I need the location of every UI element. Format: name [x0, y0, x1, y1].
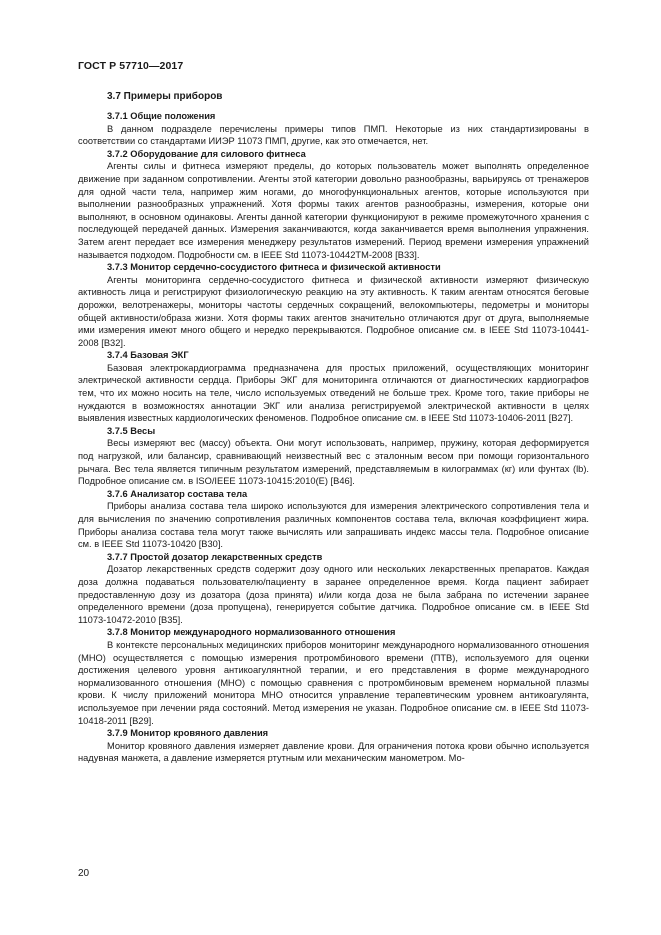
subsection-heading: 3.7.6 Анализатор состава тела — [107, 488, 248, 499]
section-title: 3.7 Примеры приборов — [107, 91, 223, 102]
subsection — [78, 551, 589, 627]
subsection — [78, 727, 589, 765]
paragraph: Приборы анализа состава тела широко используются для измерения электрического сопротивления тела и для вычисления по значению сопротивления различных компонентов состава тела, включая коэффициент жира. Приборы анализа состава тела могут также вычислять или запрашивать индекс массы тела. Подробное описание см. в IEEE Std 11073-10420 [B30]. — [78, 501, 589, 550]
subsection — [78, 488, 589, 551]
paragraph: В данном подразделе перечислены примеры типов ПМП. Некоторые из них стандартизированы в соответствии со стандартами ИИЭР 11073 ПМП, другие, как это отмечается, нет. — [78, 123, 589, 147]
paragraph: Монитор кровяного давления измеряет давление крови. Для ограничения потока крови обычно используется надувная манжета, а давление измеряется ртутным или механическим манометром. Мо- — [78, 740, 589, 764]
paragraph: Весы измеряют вес (массу) объекта. Они могут использовать, например, пружину, которая деформируется под нагрузкой, или балансир, сравнивающий неизвестный вес с эталонным весом при помощи горизонтального рычага. Вес тела является типичным результатом измерений, представляемым в килограммах (кг) или фунтах (lb). Подробное описание см. в ISO/IEEE 11073-10415:2010(E) [B46]. — [78, 438, 589, 487]
paragraph: В контексте персональных медицинских приборов мониторинг международного нормализованного отношения (МНО) осуществляется с помощью измерения протромбинового времени (ПТВ), используемого для оценки достижения целевого уровня антикоагулянтной терапии, и его представления в форме международного нормализованного отношения (МНО) с помощью сравнения с протромбиновым временем нормальной плазмы крови. К числу приложений монитора МНО относится управление терапевтическим уровнем антикоагулянта, используемое при лечении ряда состояний. Метод измерения не указан. Подробное описание см. в IEEE Std 11073-10418-2011 [B29]. — [78, 639, 589, 726]
subsection — [78, 148, 589, 261]
subsection-heading: 3.7.7 Простой дозатор лекарственных средств — [107, 551, 323, 562]
document-body — [78, 90, 589, 765]
subsection — [78, 110, 589, 148]
subsection — [78, 425, 589, 488]
subsection — [78, 349, 589, 425]
subsection — [78, 261, 589, 349]
page-number: 20 — [78, 868, 90, 879]
subsection-heading: 3.7.3 Монитор сердечно-сосудистого фитнеса и физической активности — [107, 262, 441, 273]
document-header: ГОСТ Р 57710—2017 — [78, 60, 184, 72]
paragraph: Дозатор лекарственных средств содержит дозу одного или нескольких лекарственных препаратов. Каждая доза должна подаваться пользователю/пациенту в заранее определенное время. Когда пациент забирает предоставленную дозу из дозатора (доза принята) и/или когда доза не была забрана по истечении заранее определенного времени (доза пропущена), генерируется событие датчика. Подробное описание см. в IEEE Std 11073-10472-2010 [B35]. — [78, 564, 589, 625]
subsection-heading: 3.7.5 Весы — [107, 425, 156, 436]
paragraph: Агенты силы и фитнеса измеряют пределы, до которых пользователь может выполнять определенное движение при заданном сопротивлении. Агенты этой категории довольно разнообразны, варьируясь от тренажеров для одной части тела, например жим ногами, до многофункциональных агентов, которые используются при выполнении разнообразных упражнений. Хотя формы таких агентов разнообразны, измерения, которые они выполняют, в основном одинаковы. Агенты данной категории функционируют в режиме промежуточного хранения с последующей передачей данных. Измерения заканчиваются, когда заканчивается время выполнения упражнения. Затем агент передает все измерения менеджеру результатов измерений. Период времени измерения упражнений называется подходом. Подробности см. в IEEE Std 11073-10442TM-2008 [B33]. — [78, 161, 589, 260]
paragraph: Базовая электрокардиограмма предназначена для простых приложений, осуществляющих мониторинг электрической активности сердца. Приборы ЭКГ для мониторинга отличаются от диагностических кардиографов тем, что их можно носить на теле, число используемых отведений не больше трех. Кроме того, такие приборы не нуждаются в возможностях аннотации ЭКГ или анализа регистрируемой электрической активности в целях выявления известных кардиологических феноменов. Подробное описание см. в IEEE Std 11073-10406-2011 [B27]. — [78, 362, 589, 424]
subsection-heading: 3.7.1 Общие положения — [107, 111, 216, 121]
subsection-heading: 3.7.4 Базовая ЭКГ — [107, 350, 189, 361]
paragraph: Агенты мониторинга сердечно-сосудистого фитнеса и физической активности измеряют физическую активность лица и регистрируют физиологическую реакцию на эту активность. К таким агентам относятся беговые дорожки, велотренажеры, мониторы частоты сердечных сокращений, велокомпьютеры, педометры и мониторы общей активности/образа жизни. Хотя формы таких агентов значительно отличаются друг от друга, выполняемые ими измерения имеют много общего и нередко перекрываются. Подробное описание см. в IEEE Std 11073-10441-2008 [B32]. — [78, 274, 589, 348]
subsection-heading: 3.7.2 Оборудование для силового фитнеса — [107, 148, 306, 159]
subsection-heading: 3.7.8 Монитор международного нормализованного отношения — [107, 627, 396, 638]
subsection-heading: 3.7.9 Монитор кровяного давления — [107, 728, 269, 739]
subsection — [78, 626, 589, 727]
